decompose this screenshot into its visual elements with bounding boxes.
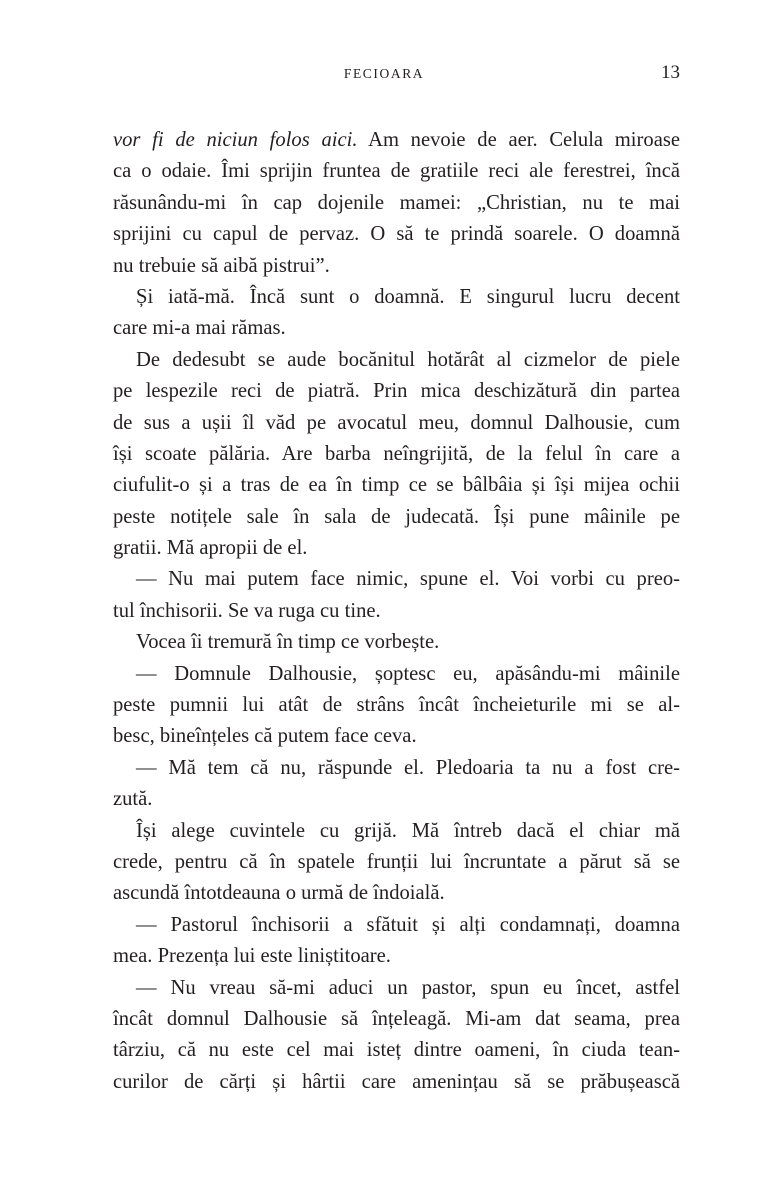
line-text: Și iată-mă. Încă sunt o doamnă. E singurul lucru decent (136, 285, 680, 308)
text-line (113, 627, 680, 658)
line-text: — Pastorul închisorii a sfătuit și alți condamnați, doamna (136, 913, 680, 936)
text-line (113, 1004, 680, 1035)
line-text: de sus a ușii îl văd pe avocatul meu, domnul Dalhousie, cum (113, 411, 680, 434)
text-line (113, 533, 680, 564)
text-line (113, 408, 680, 439)
running-header-title: FECIOARA (343, 66, 425, 81)
line-text: sprijini cu capul de pervaz. O să te prindă soarele. O doamnă (113, 223, 680, 246)
text-line (113, 721, 680, 752)
text-line (113, 125, 680, 156)
page-number: 13 (661, 62, 680, 83)
text-line (113, 941, 680, 972)
line-text: nu trebuie să aibă pistrui”. (113, 254, 330, 277)
text-line (113, 690, 680, 721)
text-line (113, 251, 680, 282)
line-text: răsunându-mi în cap dojenile mamei: „Christian, nu te mai (113, 191, 680, 214)
line-text: își scoate pălăria. Are barba neîngrijită, de la felul în care a (113, 442, 680, 465)
line-text: ciufulit-o și a tras de ea în timp ce se bâlbâia și își mijea ochii (113, 474, 680, 497)
text-line (113, 1067, 680, 1098)
text-line (113, 816, 680, 847)
line-text: mea. Prezența lui este liniștitoare. (113, 945, 391, 968)
line-text: crede, pentru că în spatele frunții lui încruntate a părut să se (113, 850, 680, 873)
text-line (113, 973, 680, 1004)
line-text: — Mă tem că nu, răspunde el. Pledoaria ta nu a fost cre- (136, 756, 680, 779)
text-line (113, 564, 680, 595)
italic-text: vor fi de niciun folos aici. (113, 129, 358, 151)
line-text: care mi-a mai rămas. (113, 317, 286, 340)
text-line (113, 596, 680, 627)
text-line (113, 188, 680, 219)
text-line (113, 659, 680, 690)
line-text: Am nevoie de aer. Celula miroase (357, 129, 680, 151)
text-line (113, 1035, 680, 1066)
text-line (113, 156, 680, 187)
line-text: — Domnule Dalhousie, șoptesc eu, apăsându-mi mâinile (136, 662, 680, 685)
text-line (113, 847, 680, 878)
text-line (113, 345, 680, 376)
line-text: besc, bineînțeles că putem face ceva. (113, 725, 417, 748)
line-text: zută. (113, 788, 153, 811)
text-line (113, 878, 680, 909)
text-line (113, 376, 680, 407)
line-text: curilor de cărți și hârtii care amenințau să se prăbușească (113, 1070, 680, 1093)
line-text: pe lespezile reci de piatră. Prin mica deschizătură din partea (113, 380, 680, 403)
line-text: peste notițele sale în sala de judecată. Își pune mâinile pe (113, 505, 680, 528)
text-line (113, 502, 680, 533)
text-line (113, 910, 680, 941)
text-line (113, 313, 680, 344)
line-text: Își alege cuvintele cu grijă. Mă întreb dacă el chiar mă (136, 819, 680, 842)
line-text: încât domnul Dalhousie să înțeleagă. Mi-am dat seama, prea (113, 1007, 680, 1030)
text-line (113, 784, 680, 815)
text-line (113, 282, 680, 313)
line-text: — Nu vreau să-mi aduci un pastor, spun eu încet, astfel (136, 976, 680, 999)
body-text (113, 125, 680, 1098)
line-text: gratii. Mă apropii de el. (113, 537, 308, 560)
line-text: peste pumnii lui atât de strâns încât încheieturile mi se al- (113, 694, 680, 717)
text-line (113, 439, 680, 470)
line-text: ca o odaie. Îmi sprijin fruntea de gratiile reci ale ferestrei, încă (113, 160, 680, 183)
text-line (113, 470, 680, 501)
text-line (113, 219, 680, 250)
line-text: Vocea îi tremură în timp ce vorbește. (136, 631, 440, 654)
line-text: tul închisorii. Se va ruga cu tine. (113, 599, 381, 622)
line-text: De dedesubt se aude bocănitul hotărât al cizmelor de piele (136, 348, 680, 371)
line-text: târziu, că nu este cel mai isteț dintre oameni, în ciuda tean- (113, 1039, 680, 1062)
line-text: — Nu mai putem face nimic, spune el. Voi vorbi cu preo- (136, 568, 680, 591)
text-line (113, 753, 680, 784)
line-text: ascundă întotdeauna o urmă de îndoială. (113, 882, 445, 905)
